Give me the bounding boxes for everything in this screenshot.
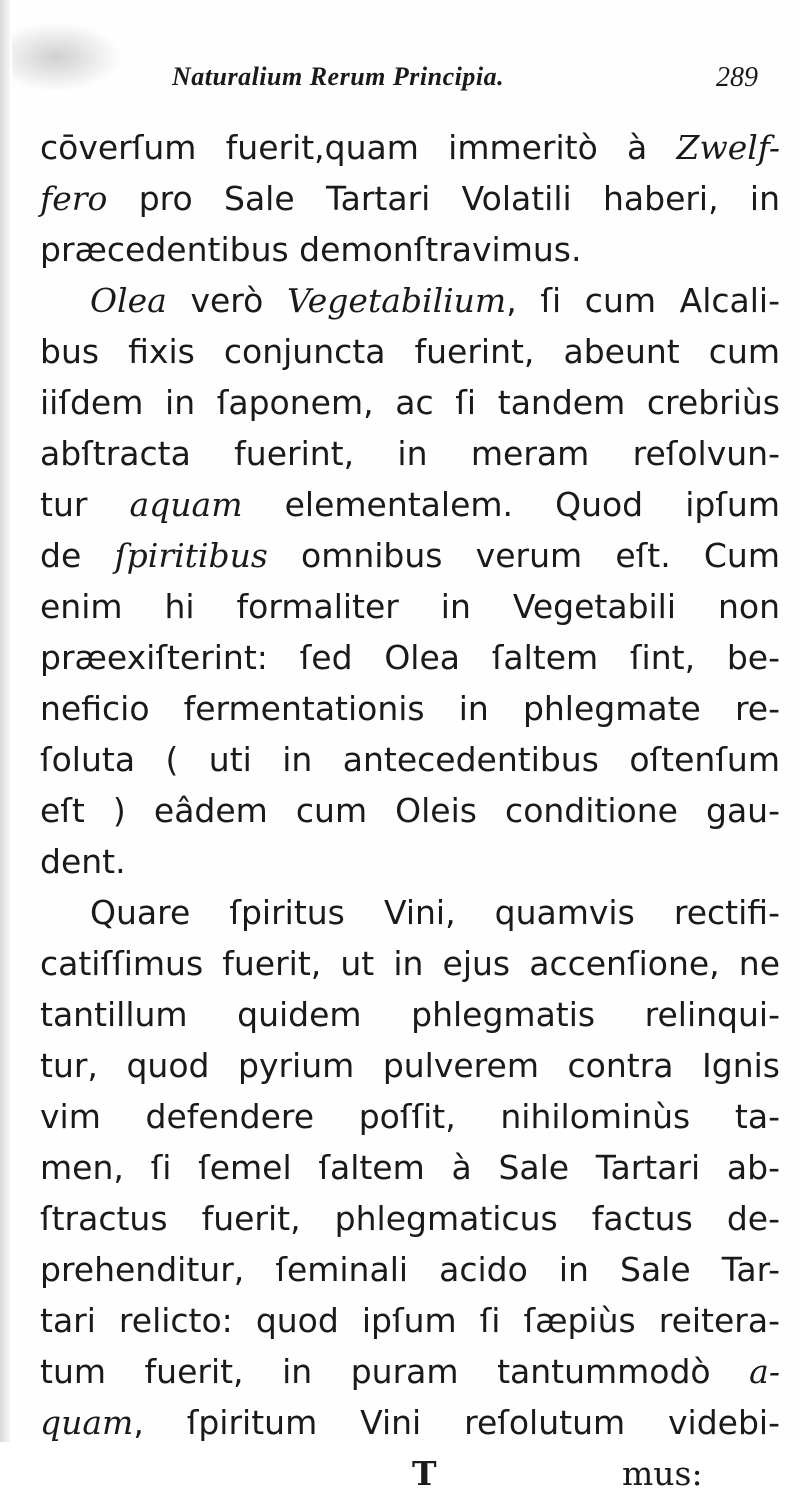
body-text xyxy=(40,122,780,1499)
text-run: abſtracta fuerint, in meram reſolvun- xyxy=(40,434,780,473)
text-run: prehenditur, ſeminali acido in Sale Tar- xyxy=(40,1250,780,1289)
text-line xyxy=(40,377,780,428)
text-line xyxy=(40,224,780,275)
text-run: tantillum quidem phlegmatis relinqui- xyxy=(40,995,780,1034)
text-run: , ſpiritum Vini reſolutum videbi- xyxy=(133,1403,780,1442)
text-line xyxy=(40,938,780,989)
text-line xyxy=(40,683,780,734)
text-line xyxy=(40,734,780,785)
text-run: tum fuerit, in puram tantummodò xyxy=(40,1352,750,1391)
italic-run: quam xyxy=(40,1403,134,1442)
text-line xyxy=(40,479,780,530)
page-footer xyxy=(40,1448,780,1499)
text-run: vim defendere poſſit, nihilominùs ta- xyxy=(40,1097,780,1136)
text-run: pro Sale Tartari Volatili haberi, in xyxy=(107,179,780,218)
text-line xyxy=(40,275,780,326)
text-line xyxy=(40,581,780,632)
italic-run: Vegetabilium xyxy=(286,281,507,320)
text-line xyxy=(40,1193,780,1244)
page-header xyxy=(0,62,800,102)
text-line xyxy=(40,1040,780,1091)
text-run: de xyxy=(40,536,115,575)
text-line xyxy=(40,836,780,887)
text-line xyxy=(40,122,780,173)
text-line xyxy=(40,887,780,938)
italic-run: Olea xyxy=(90,281,167,320)
text-run: verò xyxy=(166,281,287,320)
text-line xyxy=(40,989,780,1040)
text-run: elementalem. Quod ipſum xyxy=(242,485,780,524)
running-head: Naturalium Rerum Principia. xyxy=(172,62,505,91)
text-run: omnibus verum eſt. Cum xyxy=(267,536,780,575)
text-line xyxy=(40,1091,780,1142)
text-line xyxy=(40,1244,780,1295)
text-line xyxy=(40,632,780,683)
text-run: ſoluta ( uti in antecedentibus oſtenſum xyxy=(40,740,780,779)
text-run: eſt ) eâdem cum Oleis conditione gau- xyxy=(40,791,780,830)
italic-run: aquam xyxy=(129,485,243,524)
italic-run: a- xyxy=(749,1352,780,1391)
italic-run: ſpiritibus xyxy=(114,536,268,575)
text-line xyxy=(40,1142,780,1193)
text-run: men, ſi ſemel ſaltem à Sale Tartari ab- xyxy=(40,1148,780,1187)
text-run: iiſdem in ſaponem, ac ſi tandem crebriùs xyxy=(40,383,780,422)
text-run: tur, quod pyrium pulverem contra Ignis xyxy=(40,1046,780,1085)
text-line xyxy=(40,326,780,377)
text-line xyxy=(40,1397,780,1448)
text-run: tur xyxy=(40,485,130,524)
page-number: 289 xyxy=(716,62,758,93)
text-line xyxy=(40,530,780,581)
text-run: dent. xyxy=(40,842,126,881)
italic-run: Zwelf- xyxy=(676,128,780,167)
text-run: bus fixis conjuncta fuerint, abeunt cum xyxy=(40,332,780,371)
text-run: catiſſimus fuerit, ut in ejus accenſione, ne xyxy=(40,944,780,983)
text-run: Quare ſpiritus Vini, quamvis rectifi- xyxy=(90,893,780,932)
text-line xyxy=(40,428,780,479)
text-run: cōverſum fuerit,quam immeritò à xyxy=(40,128,677,167)
text-run: præexiſterint: ſed Olea ſaltem ſint, be- xyxy=(40,638,780,677)
italic-run: fero xyxy=(40,179,108,218)
page-edge-shadow xyxy=(0,0,10,1442)
text-run: ſtractus fuerit, phlegmaticus factus de- xyxy=(40,1199,780,1238)
text-run: , ſi cum Alcali- xyxy=(506,281,780,320)
text-run: enim hi formaliter in Vegetabili non xyxy=(40,587,780,626)
text-run: neficio fermentationis in phlegmate re- xyxy=(40,689,780,728)
text-line xyxy=(40,1295,780,1346)
catchword: mus: xyxy=(622,1454,703,1493)
text-line xyxy=(40,173,780,224)
signature-mark: T xyxy=(412,1454,437,1493)
text-line xyxy=(40,1346,780,1397)
text-run: tari relicto: quod ipſum ſi ſæpiùs reitera- xyxy=(40,1301,780,1340)
text-run: præcedentibus demonſtravimus. xyxy=(40,230,582,269)
text-line xyxy=(40,785,780,836)
